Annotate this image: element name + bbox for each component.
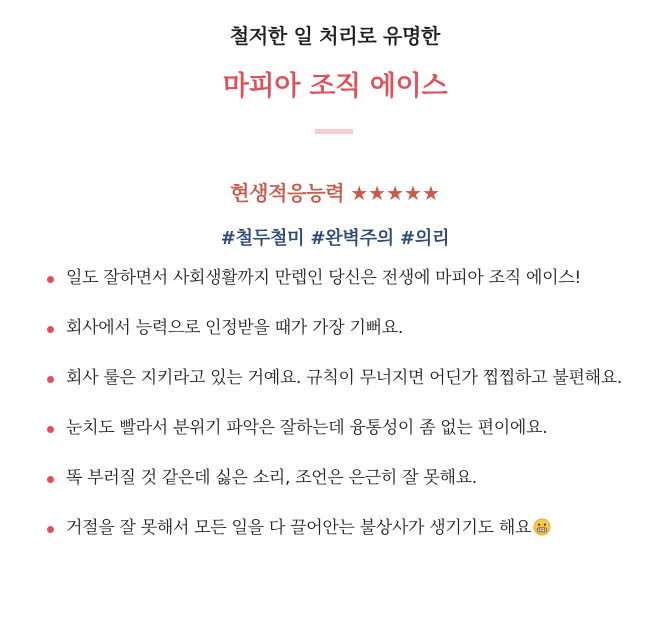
list-item-text: 똑 부러질 것 같은데 싫은 소리, 조언은 은근히 잘 못해요. bbox=[66, 468, 477, 488]
list-item-text: 눈치도 빨라서 분위기 파악은 잘하는데 융통성이 좀 없는 편이에요. bbox=[66, 418, 548, 438]
list-item bbox=[46, 464, 626, 493]
list-item bbox=[46, 264, 626, 293]
bullet-dot-icon bbox=[47, 426, 54, 433]
ability-rating bbox=[0, 177, 670, 206]
hashtag-list bbox=[0, 224, 670, 250]
list-item bbox=[46, 314, 626, 343]
list-item bbox=[46, 514, 626, 543]
list-item bbox=[46, 414, 626, 443]
bullet-dot-icon bbox=[47, 276, 54, 283]
list-item bbox=[46, 364, 626, 393]
list-item-text: 회사에서 능력으로 인정받을 때가 가장 기뻐요. bbox=[66, 318, 403, 338]
hashtag: #의리 bbox=[400, 228, 450, 249]
result-title: 마피아 조직 에이스 bbox=[222, 71, 448, 102]
bullet-dot-icon bbox=[47, 376, 54, 383]
hashtag: #철두철미 bbox=[220, 228, 305, 249]
bullet-dot-icon bbox=[47, 326, 54, 333]
list-item-text: 일도 잘하면서 사회생활까지 만렙인 당신은 전생에 마피아 조직 에이스! bbox=[66, 268, 581, 288]
trait-list bbox=[46, 264, 626, 543]
bullet-dot-icon bbox=[47, 476, 54, 483]
list-item-text: 회사 룰은 지키라고 있는 거예요. 규칙이 무너지면 어딘가 찝찝하고 불편해요. bbox=[66, 368, 622, 388]
list-item-text: 거절을 잘 못해서 모든 일을 다 끌어안는 불상사가 생기기도 해요 bbox=[66, 518, 532, 538]
grimacing-face-icon bbox=[533, 518, 551, 536]
title-divider bbox=[315, 129, 353, 134]
result-subtitle: 철저한 일 처리로 유명한 bbox=[229, 24, 441, 48]
hashtag: #완벽주의 bbox=[310, 228, 394, 249]
star-rating-icon: ★★★★★ bbox=[350, 181, 440, 205]
ability-label: 현생적응능력 bbox=[230, 181, 345, 205]
bullet-dot-icon bbox=[47, 526, 54, 533]
